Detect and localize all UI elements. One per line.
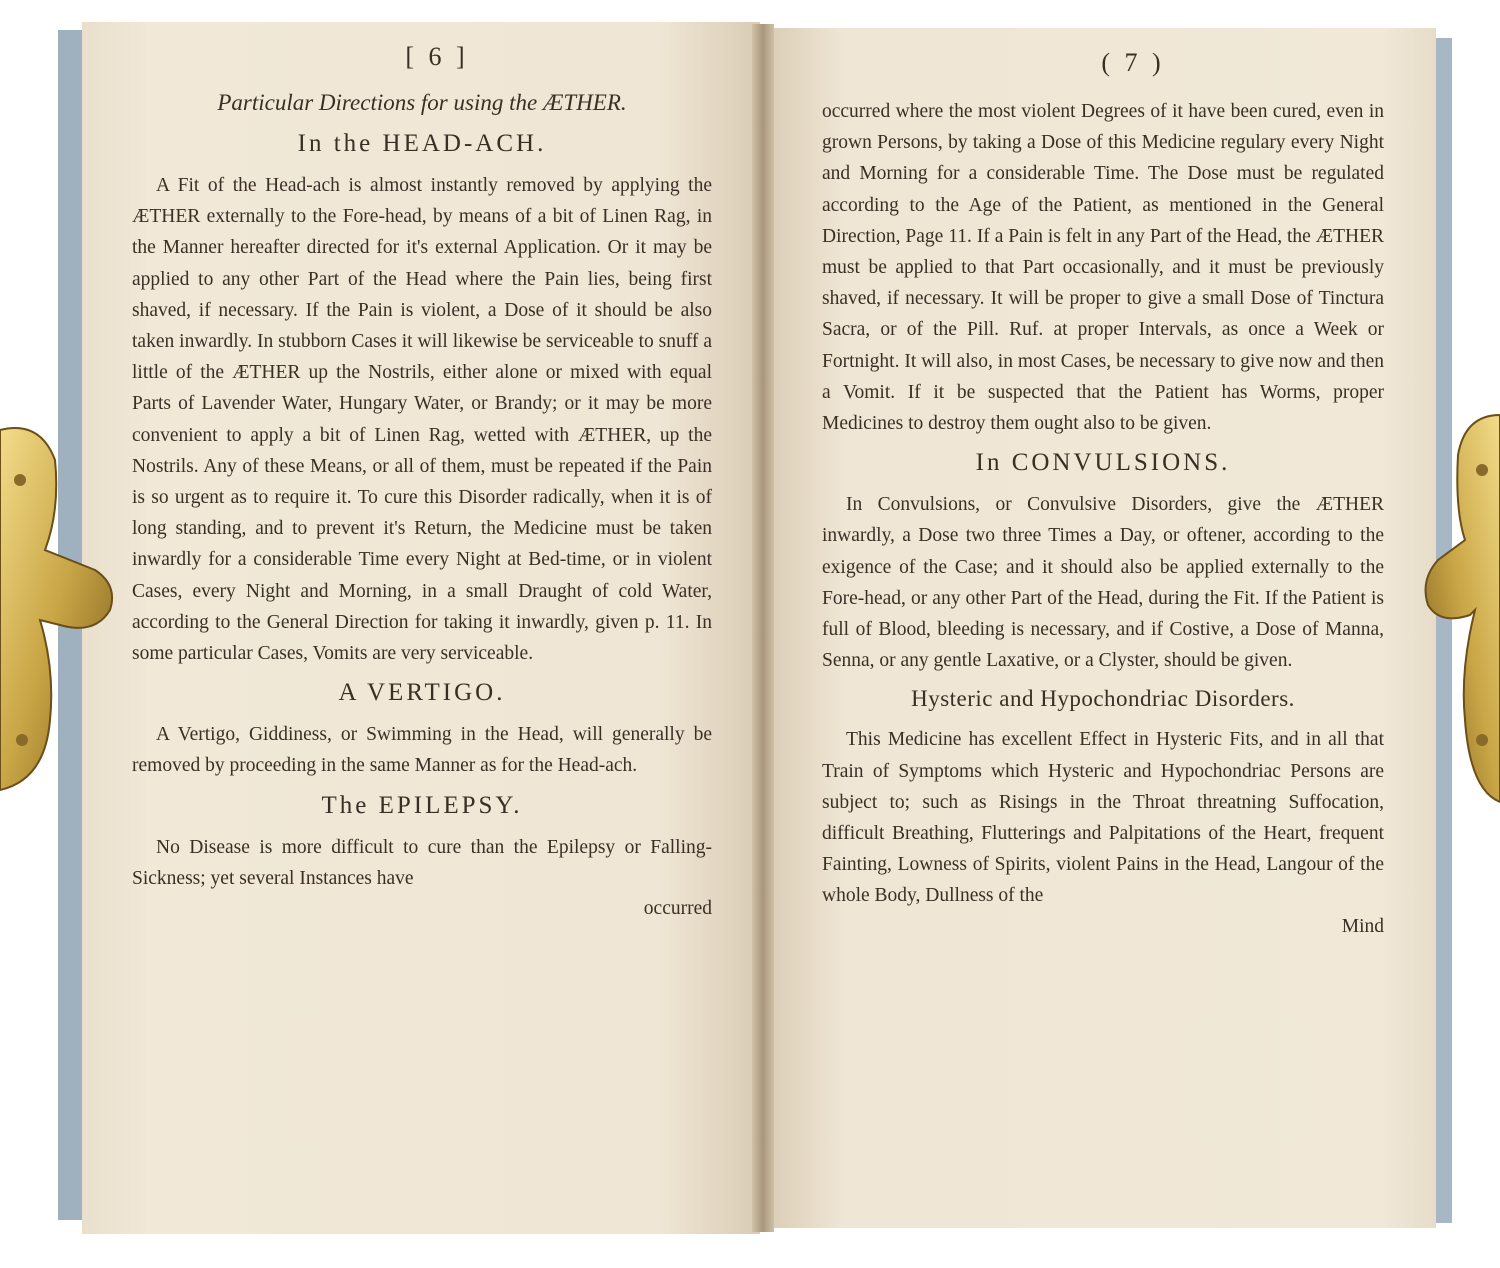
book-gutter	[752, 24, 774, 1232]
section-title-convulsions: In CONVULSIONS.	[975, 449, 1231, 477]
section-title-head-ach: In the HEAD-ACH.	[297, 130, 547, 157]
section-text-hysteric: This Medicine has excellent Effect in Hysteric Fits, and in all that Train of Symptoms which Hysteric and Hypochondriac Persons are subject to; such as Risings in the Throat threatning Suffocation, difficult Breathing, Flutterings and Palpitations of the Heart, frequent Fainting, Lowness of Spirits, violent Pains in the Head, Langour of the whole Body, Dullness of the	[822, 729, 1384, 907]
continuation-text: occurred where the most violent Degrees of it have been cured, even in grown Persons, by taking a Dose of this Medicine regulary every Night and Morning for a considerable Time. The Dose must be regulated according to the Age of the Patient, as mentioned in the General Direction, Page 11. If a Pain is felt in any Part of the Head, the ÆTHER must be applied to that Part occasionally, and it must be previously shaved, if necessary. It will be proper to give a small Dose of Tinctura Sacra, or of the Pill. Ruf. at proper Intervals, as once a Week or Fortnight. It will also, in most Cases, be necessary to give now and then a Vomit. If it be suspected that the Patient has Worms, proper Medicines to destroy them ought also to be given.	[822, 101, 1384, 435]
catchword-left: occurred	[643, 898, 712, 920]
page-number-left: [ 6 ]	[405, 42, 469, 71]
right-page	[764, 28, 1436, 1228]
section-text-vertigo: A Vertigo, Giddiness, or Swimming in the Head, will generally be removed by proceeding in the same Manner as for the Head-ach.	[132, 724, 712, 777]
section-text-epilepsy: No Disease is more difficult to cure than the Epilepsy or Falling-Sickness; yet several Instances have	[132, 836, 712, 889]
brass-clip-right-icon	[1420, 410, 1500, 810]
brass-clip-left-icon	[0, 420, 120, 800]
page-number-right: ( 7 )	[1101, 48, 1165, 77]
page-heading: Particular Directions for using the ÆTHER.	[217, 90, 627, 115]
section-title-vertigo: A VERTIGO.	[338, 679, 506, 707]
section-title-hysteric: Hysteric and Hypochondriac Disorders.	[911, 686, 1295, 712]
section-title-epilepsy: The EPILEPSY.	[321, 791, 523, 819]
catchword-right: Mind	[1341, 915, 1384, 937]
section-text-convulsions: In Convulsions, or Convulsive Disorders, give the ÆTHER inwardly, a Dose two three Times a Day, or oftener, according to the exigence of the Case; and it should also be applied externally to the Fore-head, or any other Part of the Head, during the Fit. If the Patient is full of Blood, bleeding is necessary, and if Costive, a Dose of Manna, Senna, or any gentle Laxative, or a Clyster, should be given.	[822, 494, 1384, 672]
left-page	[82, 22, 760, 1234]
section-text-head-ach: A Fit of the Head-ach is almost instantly removed by applying the ÆTHER externally to the Fore-head, by means of a bit of Linen Rag, in the Manner hereafter directed for it's external Application. Or it may be applied to any other Part of the Head where the Pain lies, being first shaved, if necessary. If the Pain is violent, a Dose of it should be also taken inwardly. In stubborn Cases it will likewise be serviceable to snuff a little of the ÆTHER up the Nostrils, either alone or mixed with equal Parts of Lavender Water, Hungary Water, or Brandy; or it may be more convenient to apply a bit of Linen Rag, wetted with ÆTHER, up the Nostrils. Any of these Means, or all of them, must be repeated if the Pain is so urgent as to require it. To cure this Disorder radically, when it is of long standing, and to prevent it's Return, the Medicine must be taken inwardly for a considerable Time every Night at Bed-time, or in violent Cases, every Night and Morning, in a small Draught of cold Water, according to the General Direction for taking it inwardly, given p. 11. In some particular Cases, Vomits are very serviceable.	[132, 175, 712, 665]
